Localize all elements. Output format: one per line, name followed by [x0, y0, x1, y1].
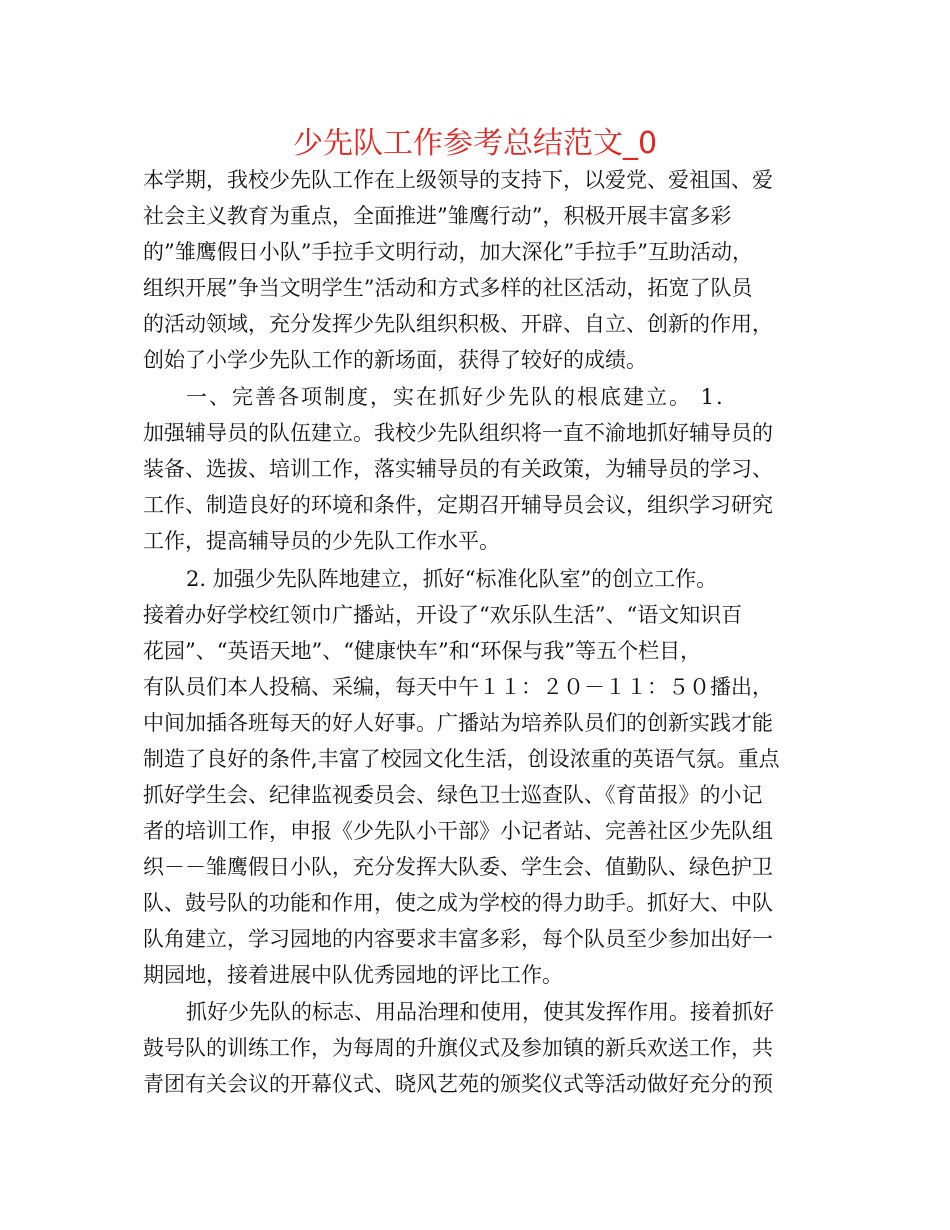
- body-line: 本学期，我校少先队工作在上级领导的支持下，以爱党、爱祖国、爱: [143, 168, 773, 192]
- body-line: 队角建立，学习园地的内容要求丰富多彩，每个队员至少参加出好一: [143, 927, 773, 951]
- body-line: 社会主义教育为重点，全面推进”雏鹰行动”，积极开展丰富多彩: [143, 204, 732, 228]
- body-line: 的活动领域，充分发挥少先队组织积极、开辟、自立、创新的作用，: [143, 312, 773, 336]
- body-line: 抓好少先队的标志、用品治理和使用，使其发挥作用。接着抓好: [186, 1000, 774, 1024]
- body-line: 组织开展”争当文明学生”活动和方式多样的社区活动，拓宽了队员: [143, 276, 753, 300]
- section-heading-line: 一、完善各项制度，实在抓好少先队的根底建立。 1.: [186, 385, 725, 409]
- body-line: 创始了小学少先队工作的新场面，获得了较好的成绩。: [143, 348, 647, 372]
- body-line: 花园”、“英语天地”、“健康快车”和“环保与我”等五个栏目，: [143, 639, 702, 663]
- body-line: 织－－雏鹰假日小队，充分发挥大队委、学生会、值勤队、绿色护卫: [143, 855, 773, 879]
- body-line: 接着办好学校红领巾广播站，开设了“欢乐队生活”、“语文知识百: [143, 603, 743, 627]
- body-line: 有队员们本人投稿、采编，每天中午１１：２０－１１：５０播出，: [143, 675, 773, 699]
- body-line: 中间加插各班每天的好人好事。广播站为培养队员们的创新实践才能: [143, 711, 773, 735]
- body-line: 的”雏鹰假日小队”手拉手文明行动，加大深化”手拉手”互助活动，: [143, 240, 753, 264]
- body-line: 装备、选拔、培训工作，落实辅导员的有关政策，为辅导员的学习、: [143, 457, 773, 481]
- body-line: 抓好学生会、纪律监视委员会、绿色卫士巡查队、《育苗报》的小记: [143, 783, 763, 807]
- document-title: 少先队工作参考总结范文_0: [292, 126, 658, 161]
- body-line: 制造了良好的条件,丰富了校园文化生活，创设浓重的英语气氛。重点: [143, 747, 780, 771]
- body-line: 工作，提高辅导员的少先队工作水平。: [143, 529, 500, 553]
- body-line: 加强辅导员的队伍建立。我校少先队组织将一直不渝地抓好辅导员的: [143, 421, 773, 445]
- body-line: 青团有关会议的开幕仪式、晓风艺苑的颁奖仪式等活动做好充分的预: [143, 1072, 773, 1096]
- body-line: 2. 加强少先队阵地建立，抓好“标准化队室”的创立工作。: [186, 567, 718, 591]
- body-line: 者的培训工作，申报《少先队小干部》小记者站、完善社区少先队组: [143, 819, 773, 843]
- body-line: 队、鼓号队的功能和作用，使之成为学校的得力助手。抓好大、中队: [143, 891, 773, 915]
- body-line: 期园地，接着进展中队优秀园地的评比工作。: [143, 963, 563, 987]
- body-line: 鼓号队的训练工作，为每周的升旗仪式及参加镇的新兵欢送工作，共: [143, 1036, 773, 1060]
- body-line: 工作、制造良好的环境和条件，定期召开辅导员会议，组织学习研究: [143, 493, 773, 517]
